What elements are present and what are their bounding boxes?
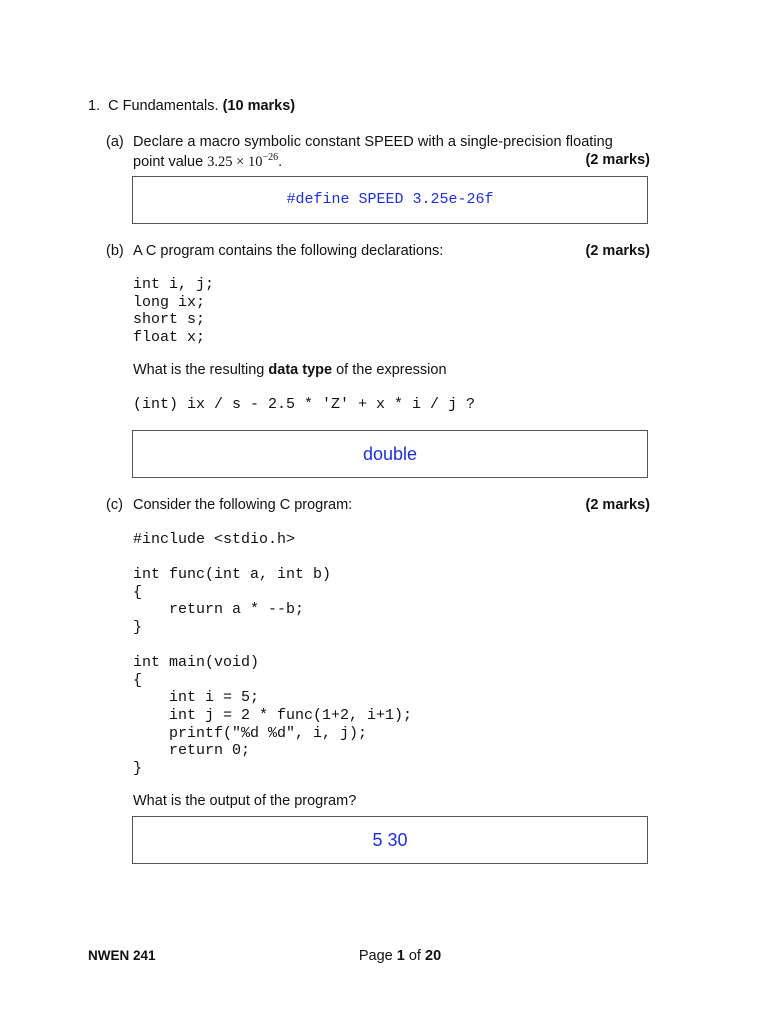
part-b-marks: (2 marks): [585, 243, 650, 259]
part-a-label: (a): [106, 134, 124, 150]
footer-course: NWEN 241: [88, 948, 156, 963]
part-b-text: A C program contains the following declarations:: [133, 243, 444, 259]
answer-box-c: [132, 816, 648, 864]
part-b-question: What is the resulting data type of the expression: [133, 362, 447, 378]
part-c-label: (c): [106, 497, 123, 513]
part-b-expression: (int) ix / s - 2.5 * 'Z' + x * i / j ?: [133, 396, 476, 413]
answer-box-a: [132, 176, 648, 224]
footer-page: Page 1 of 20: [358, 948, 442, 964]
question-title: C Fundamentals.: [108, 98, 219, 114]
part-a-text-line1: Declare a macro symbolic constant SPEED with a single-precision floating: [133, 134, 613, 150]
part-c-text: Consider the following C program:: [133, 497, 353, 513]
part-c-marks: (2 marks): [585, 497, 650, 513]
question-number: 1.: [88, 98, 101, 114]
part-b-code: int i, j; long ix; short s; float x;: [133, 276, 215, 346]
part-c-question: What is the output of the program?: [133, 793, 357, 809]
part-c-code: #include <stdio.h> int func(int a, int b) { return a * --b; } int main(void) { int i = 5; int j = 2 * func(1+2, i+1); printf("%d %d", i, j); return 0; }: [133, 531, 413, 777]
math-exponent: −26: [262, 152, 279, 163]
part-a-text-line2: point value $3.25 \times 10^{-26}$.: [133, 152, 283, 170]
part-a-marks: (2 marks): [585, 152, 650, 168]
part-b-label: (b): [106, 243, 124, 259]
question-header: [88, 98, 295, 114]
answer-c: 5 30: [372, 829, 408, 850]
question-marks: (10 marks): [222, 98, 296, 114]
answer-b: double: [362, 443, 418, 464]
answer-box-b: [132, 430, 648, 478]
math-value: 3.25 × 10: [207, 153, 263, 170]
answer-a: #define SPEED 3.25e-26f: [286, 191, 494, 209]
